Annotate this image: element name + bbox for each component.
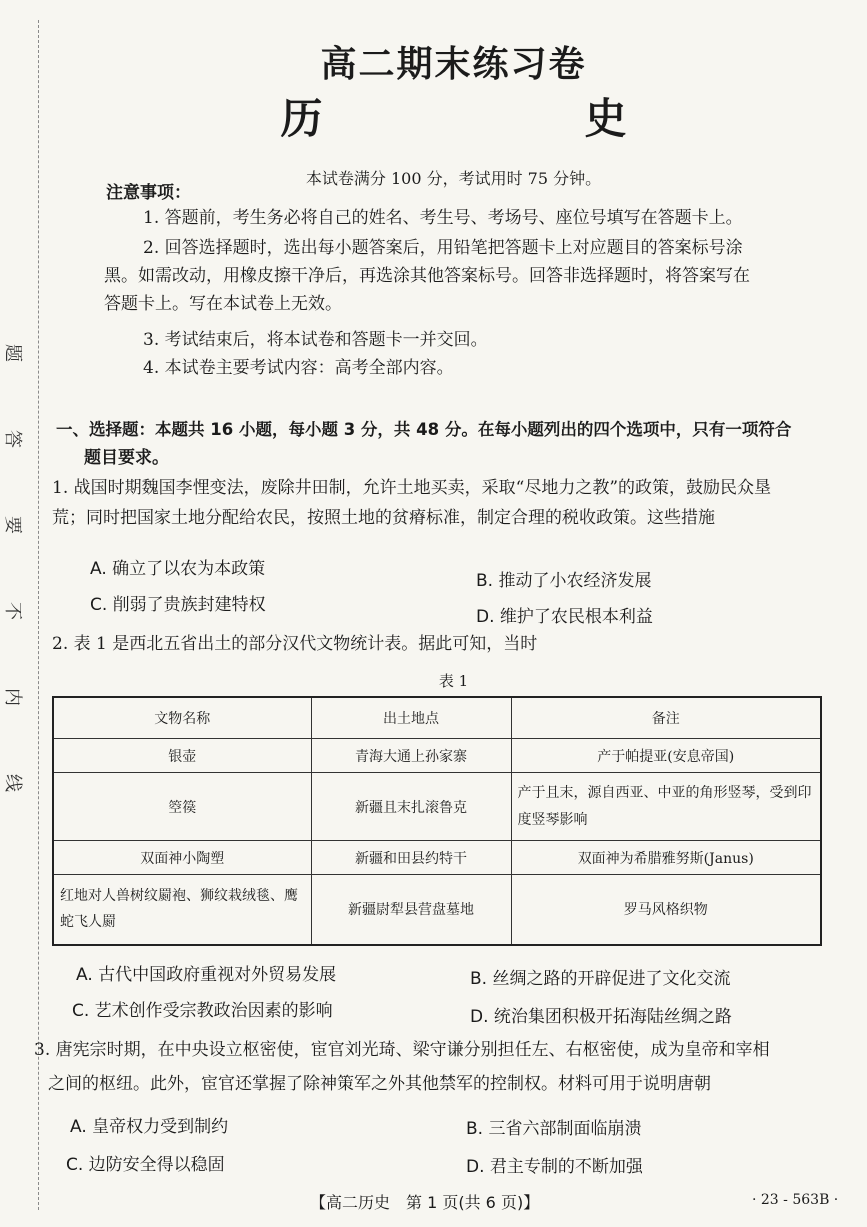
table-cell: 罗马风格织物 bbox=[511, 875, 821, 945]
q2-option-d: D. 统治集团积极开拓海陆丝绸之路 bbox=[470, 1007, 732, 1027]
section-heading: 一、选择题：本题共 16 小题，每小题 3 分，共 48 分。在每小题列出的四个选项中，只有一项符合 bbox=[56, 420, 792, 439]
table-row bbox=[53, 841, 821, 875]
table-cell: 新疆和田县约特干 bbox=[311, 841, 511, 875]
page-footer: 【高二历史 第 1 页(共 6 页)】 bbox=[310, 1193, 540, 1212]
notice-line: 3. 考试结束后，将本试卷和答题卡一并交回。 bbox=[143, 330, 488, 350]
q1-option-a: A. 确立了以农为本政策 bbox=[90, 559, 266, 579]
table-row bbox=[53, 875, 821, 945]
table-header: 文物名称 bbox=[53, 697, 311, 739]
notice-heading: 注意事项： bbox=[106, 183, 191, 203]
question-3-stem: 3. 唐宪宗时期，在中央设立枢密使，宦官刘光琦、梁守谦分别担任左、右枢密使，成为皇帝和宰相 bbox=[34, 1040, 770, 1060]
table-cell: 产于且末，源自西亚、中亚的角形竖琴，受到印度竖琴影响 bbox=[511, 773, 821, 841]
table-cell: 银壶 bbox=[53, 739, 311, 773]
q3-option-d: D. 君主专制的不断加强 bbox=[466, 1157, 643, 1177]
table-header-row bbox=[53, 697, 821, 739]
table-row bbox=[53, 739, 821, 773]
table-cell: 双面神为希腊雅努斯(Janus) bbox=[511, 841, 821, 875]
notice-line: 4. 本试卷主要考试内容：高考全部内容。 bbox=[143, 358, 454, 378]
margin-char: 答 bbox=[2, 430, 23, 448]
margin-char: 要 bbox=[2, 516, 23, 534]
question-1-stem: 1. 战国时期魏国李悝变法，废除井田制，允许土地买卖，采取“尽地力之教”的政策，鼓励民众垦 bbox=[52, 478, 772, 498]
table-cell: 箜篌 bbox=[53, 773, 311, 841]
question-3-stem-cont: 之间的枢纽。此外，宦官还掌握了除神策军之外其他禁军的控制权。材料可用于说明唐朝 bbox=[48, 1074, 711, 1094]
question-2-stem: 2. 表 1 是西北五省出土的部分汉代文物统计表。据此可知，当时 bbox=[52, 634, 538, 654]
table-cell: 新疆且末扎滚鲁克 bbox=[311, 773, 511, 841]
notice-line: 答题卡上。写在本试卷上无效。 bbox=[104, 294, 342, 314]
table-cell: 红地对人兽树纹罽袍、狮纹栽绒毯、鹰蛇飞人罽 bbox=[53, 875, 311, 945]
table-caption: 表 1 bbox=[438, 672, 469, 690]
q1-option-d: D. 维护了农民根本利益 bbox=[476, 607, 653, 627]
table-header: 备注 bbox=[511, 697, 821, 739]
margin-char: 题 bbox=[2, 344, 23, 362]
q2-option-a: A. 古代中国政府重视对外贸易发展 bbox=[76, 965, 337, 985]
q3-option-a: A. 皇帝权力受到制约 bbox=[70, 1117, 229, 1137]
notice-line: 黑。如需改动，用橡皮擦干净后，再选涂其他答案标号。回答非选择题时，将答案写在 bbox=[104, 266, 750, 286]
q2-option-c: C. 艺术创作受宗教政治因素的影响 bbox=[72, 1001, 333, 1021]
q1-option-c: C. 削弱了贵族封建特权 bbox=[90, 595, 266, 615]
table-row bbox=[53, 773, 821, 841]
table-header: 出土地点 bbox=[311, 697, 511, 739]
q1-option-b: B. 推动了小农经济发展 bbox=[476, 571, 652, 591]
paper-code: · 23 - 563B · bbox=[752, 1192, 839, 1208]
question-1-stem-cont: 荒；同时把国家土地分配给农民，按照土地的贫瘠标准，制定合理的税收政策。这些措施 bbox=[52, 508, 715, 528]
binding-dashed-line bbox=[38, 20, 39, 1210]
notice-line: 2. 回答选择题时，选出每小题答案后，用铅笔把答题卡上对应题目的答案标号涂 bbox=[143, 238, 743, 258]
binding-margin-text bbox=[2, 340, 26, 796]
section-heading-cont: 题目要求。 bbox=[84, 448, 169, 468]
q3-option-c: C. 边防安全得以稳固 bbox=[66, 1155, 225, 1175]
margin-char: 不 bbox=[2, 602, 23, 620]
table-cell: 新疆尉犁县营盘墓地 bbox=[311, 875, 511, 945]
exam-title: 高二期末练习卷 bbox=[320, 44, 587, 85]
q3-option-b: B. 三省六部制面临崩溃 bbox=[466, 1119, 642, 1139]
table-cell: 产于帕提亚(安息帝国) bbox=[511, 739, 821, 773]
table-cell: 青海大通上孙家寨 bbox=[311, 739, 511, 773]
relics-table bbox=[52, 696, 822, 946]
notice-line: 1. 答题前，考生务必将自己的姓名、考生号、考场号、座位号填写在答题卡上。 bbox=[143, 208, 743, 228]
margin-char: 线 bbox=[2, 774, 23, 792]
exam-info: 本试卷满分 100 分，考试用时 75 分钟。 bbox=[305, 169, 602, 188]
table-cell: 双面神小陶塑 bbox=[53, 841, 311, 875]
subject-title: 历 史 bbox=[280, 94, 737, 143]
q2-option-b: B. 丝绸之路的开辟促进了文化交流 bbox=[470, 969, 731, 989]
margin-char: 内 bbox=[2, 688, 23, 706]
